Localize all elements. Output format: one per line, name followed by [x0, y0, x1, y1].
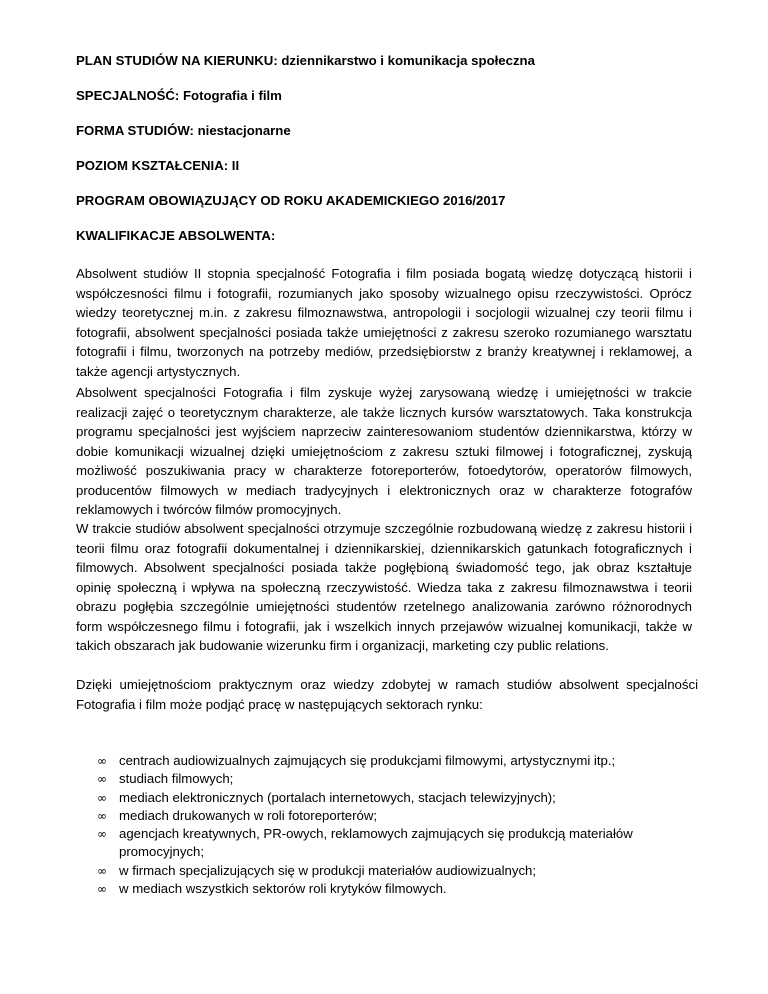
paragraph-graduate-profile: Absolwent studiów II stopnia specjalność Fotografia i film posiada bogatą wiedzę dotyczącą historii i współczesności filmu i fotografii, rozumianych jako sposoby wizualnego opisu rzeczywistości. Oprócz wiedzy teoretycznej m.in. z zakresu filmoznawstwa, antropologii i socjologii wizualnej czy teorii filmu i fotografii, absolwent specjalności posiada także umiejętności z zakresu szeroko rozumianego warsztatu fotografii i filmu, tworzonych na potrzeby mediów, przedsiębiorstw z branży kreatywnej i reklamowej, a także agencji artystycznych. — [76, 266, 692, 379]
list-item-text: centrach audiowizualnych zajmujących się produkcjami filmowymi, artystycznymi itp.; — [119, 753, 616, 768]
infinity-bullet-icon: ∞ — [97, 790, 107, 805]
study-form-heading: FORMA STUDIÓW: niestacjonarne — [76, 123, 291, 138]
infinity-bullet-icon: ∞ — [97, 808, 107, 823]
infinity-bullet-icon: ∞ — [97, 772, 107, 787]
list-item — [97, 862, 697, 880]
list-item — [97, 770, 697, 788]
list-item-text: agencjach kreatywnych, PR-owych, reklamowych zajmujących się produkcją materiałów promocyjnych; — [119, 826, 633, 860]
program-year-heading: PROGRAM OBOWIĄZUJĄCY OD ROKU AKADEMICKIEGO 2016/2017 — [76, 193, 506, 208]
career-sectors-list — [97, 752, 697, 898]
list-item — [97, 789, 697, 807]
infinity-bullet-icon: ∞ — [97, 863, 107, 878]
education-level-heading: POZIOM KSZTAŁCENIA: II — [76, 158, 240, 173]
list-item-text: mediach elektronicznych (portalach internetowych, stacjach telewizyjnych); — [119, 789, 556, 805]
list-item-text: w mediach wszystkich sektorów roli krytyków filmowych. — [119, 881, 447, 897]
paragraph-knowledge: W trakcie studiów absolwent specjalności otrzymuje szczególnie rozbudowaną wiedzę z zakresu historii i teorii filmu oraz fotografii dokumentalnej i dziennikarskiej, dziennikarskich gatunkach fotograficznych i filmowych. Absolwent specjalności posiada także pogłębioną świadomość tego, jak obraz kształtuje opinię społeczną i wpływa na społeczną rzeczywistość. Wiedza taka z zakresu filmoznawstwa i teorii obrazu pogłębia szczególnie umiejętności studentów rzetelnego analizowania zarówno różnorodnych form współczesnego filmu i fotografii, jak i wszelkich innych przejawów wizualnej komunikacji, także w takich obszarach jak budowanie wizerunku firm i organizacji, marketing czy public relations. — [76, 521, 692, 654]
infinity-bullet-icon: ∞ — [97, 827, 107, 842]
plan-heading: PLAN STUDIÓW NA KIERUNKU: dziennikarstwo i komunikacja społeczna — [76, 53, 535, 68]
infinity-bullet-icon: ∞ — [97, 882, 107, 897]
list-item-text: mediach drukowanych w roli fotoreporterów; — [119, 807, 378, 823]
list-item — [97, 825, 697, 862]
list-item-text: studiach filmowych; — [119, 771, 234, 787]
qualifications-heading: KWALIFIKACJE ABSOLWENTA: — [76, 228, 276, 243]
specialty-heading: SPECJALNOŚĆ: Fotografia i film — [76, 88, 282, 103]
list-item — [97, 807, 697, 825]
infinity-bullet-icon: ∞ — [97, 754, 107, 768]
list-item-text: w firmach specjalizujących się w produkcji materiałów audiowizualnych; — [119, 862, 537, 878]
paragraph-career-intro: Dzięki umiejętnościom praktycznym oraz wiedzy zdobytej w ramach studiów absolwent specjalności Fotografia i film może podjąć pracę w następujących sektorach rynku: — [76, 677, 698, 712]
list-item — [97, 880, 697, 898]
list-item — [97, 752, 697, 770]
paragraph-program-structure: Absolwent specjalności Fotografia i film zyskuje wyżej zarysowaną wiedzę i umiejętności w trakcie realizacji zajęć o teoretycznym charakterze, ale także licznych kursów warsztatowych. Taka konstrukcja programu specjalności jest wyjściem naprzeciw zainteresowaniom studentów dziennikarstwa, którzy w dobie komunikacji wizualnej dzięki umiejętnościom z zakresu sztuki filmowej i fotograficznej, zyskują możliwość poszukiwania pracy w charakterze fotoreporterów, fotoedytorów, operatorów filmowych, producentów filmowych w mediach tradycyjnych i elektronicznych oraz w charakterze fotografów reklamowych i twórców filmów promocyjnych. — [76, 385, 692, 518]
